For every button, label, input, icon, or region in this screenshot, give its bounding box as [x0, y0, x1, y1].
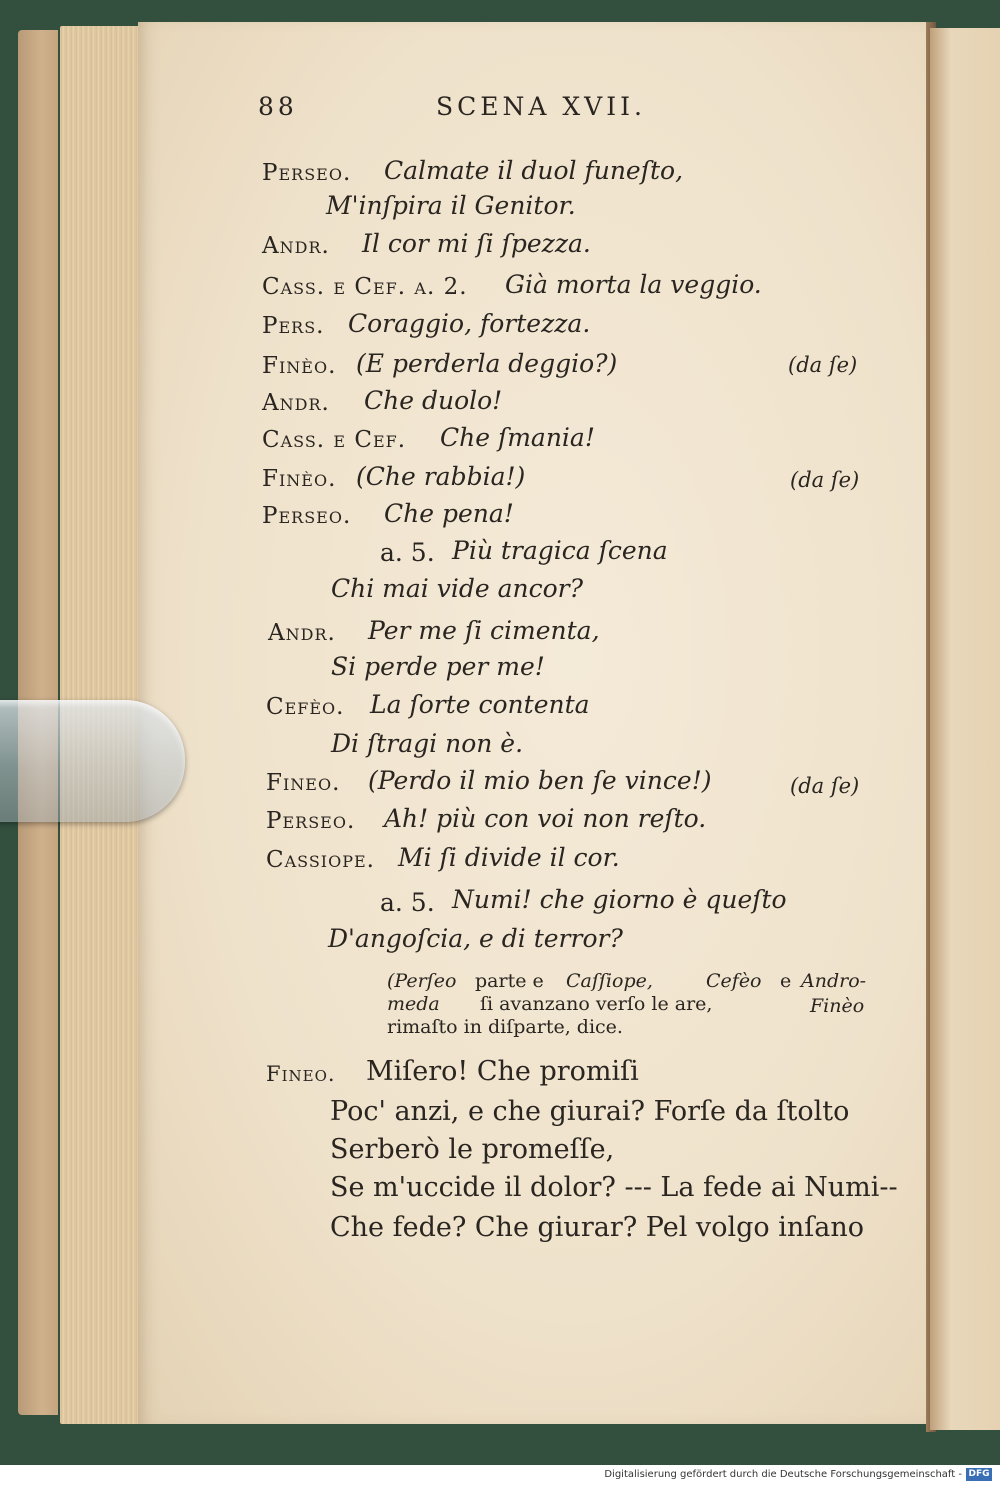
verse-line: Coraggio, fortezza. [348, 309, 591, 338]
verse-line: Poc' anzi, e che giurai? Forſe da ſtolto [330, 1096, 850, 1127]
verse-line: Si perde per me! [331, 652, 545, 681]
stage-aside: (da ſe) [790, 468, 860, 492]
page-title: SCENA XVII. [436, 92, 646, 121]
verse-line: La ſorte contenta [370, 690, 590, 719]
verse-line: (Che rabbia!) [356, 462, 526, 491]
dfg-logo: DFG [966, 1468, 992, 1481]
verse-line: Serberò le promeſſe, [330, 1134, 615, 1165]
speaker: Finèo. [262, 466, 337, 492]
verse-line: Numi! che giorno è queſto [452, 885, 787, 914]
verse-line: Se m'uccide il dolor? --- La fede ai Numi-- [330, 1172, 898, 1203]
verse-line: Che duolo! [364, 386, 503, 415]
speaker: Fineo. [266, 1062, 336, 1086]
stage-aside: (da ſe) [788, 353, 858, 377]
stage-direction: Finèo [810, 995, 865, 1017]
stage-direction: parte e [475, 970, 544, 992]
speaker: Cassiope. [266, 847, 375, 873]
speaker: Cass. e Cef. [262, 427, 407, 453]
verse-line: Calmate il duol funeſto, [384, 156, 684, 185]
stage-direction: Cefèo [706, 970, 762, 992]
speaker: Andr. [268, 620, 336, 646]
speaker: Finèo. [262, 353, 337, 379]
page-holder-clip [0, 700, 185, 822]
verse-line: (E perderla deggio?) [356, 349, 618, 378]
verse-line: Più tragica ſcena [452, 536, 668, 565]
verse-line: Già morta la veggio. [505, 270, 762, 299]
speaker: Cefèo. [266, 694, 345, 720]
stage-direction: e [780, 970, 792, 992]
verse-line: Miſero! Che promiſi [366, 1056, 639, 1087]
speaker: Cass. e Cef. a. 2. [262, 274, 468, 300]
stage-direction: Andro- [801, 970, 867, 992]
speaker: Perseo. [262, 503, 352, 529]
speaker: Andr. [262, 233, 330, 259]
verse-line: (Perdo il mio ben ſe vince!) [368, 766, 712, 795]
page-number: 88 [258, 92, 298, 121]
verse-line: Il cor mi ſi ſpezza. [362, 229, 591, 258]
verse-line: Chi mai vide ancor? [331, 574, 584, 603]
stage-direction: Caſſiope, [566, 970, 653, 992]
facing-page [930, 28, 1000, 1430]
speaker: Perseo. [266, 808, 356, 834]
stage-direction: rimaſto in diſparte, dice. [387, 1016, 623, 1038]
speaker: Andr. [262, 390, 330, 416]
speaker: Fineo. [266, 770, 341, 796]
verse-line: Che fede? Che giurar? Pel volgo inſano [330, 1212, 864, 1243]
verse-line: Di ſtragi non è. [331, 729, 524, 758]
verse-line: D'angoſcia, e di terror? [328, 924, 623, 953]
speaker: Pers. [262, 313, 325, 339]
stage-direction: (Perſeo [387, 970, 457, 992]
verse-line: Che pena! [384, 499, 514, 528]
verse-line: M'inſpira il Genitor. [326, 191, 576, 220]
ensemble-marker: a. 5. [380, 538, 435, 567]
verse-line: Ah! più con voi non reſto. [384, 804, 707, 833]
verse-line: Per me ſi cimenta, [368, 616, 600, 645]
speaker: Perseo. [262, 160, 352, 186]
footer-credit: Digitalisierung gefördert durch die Deutsche Forschungsgemeinschaft - [604, 1469, 962, 1480]
verse-line: Che ſmania! [440, 423, 595, 452]
stage-direction: ſi avanzano verſo le are, [480, 993, 713, 1015]
stage-aside: (da ſe) [790, 774, 860, 798]
verse-line: Mi ſi divide il cor. [398, 843, 620, 872]
ensemble-marker: a. 5. [380, 888, 435, 917]
stage-direction: meda [387, 993, 440, 1015]
